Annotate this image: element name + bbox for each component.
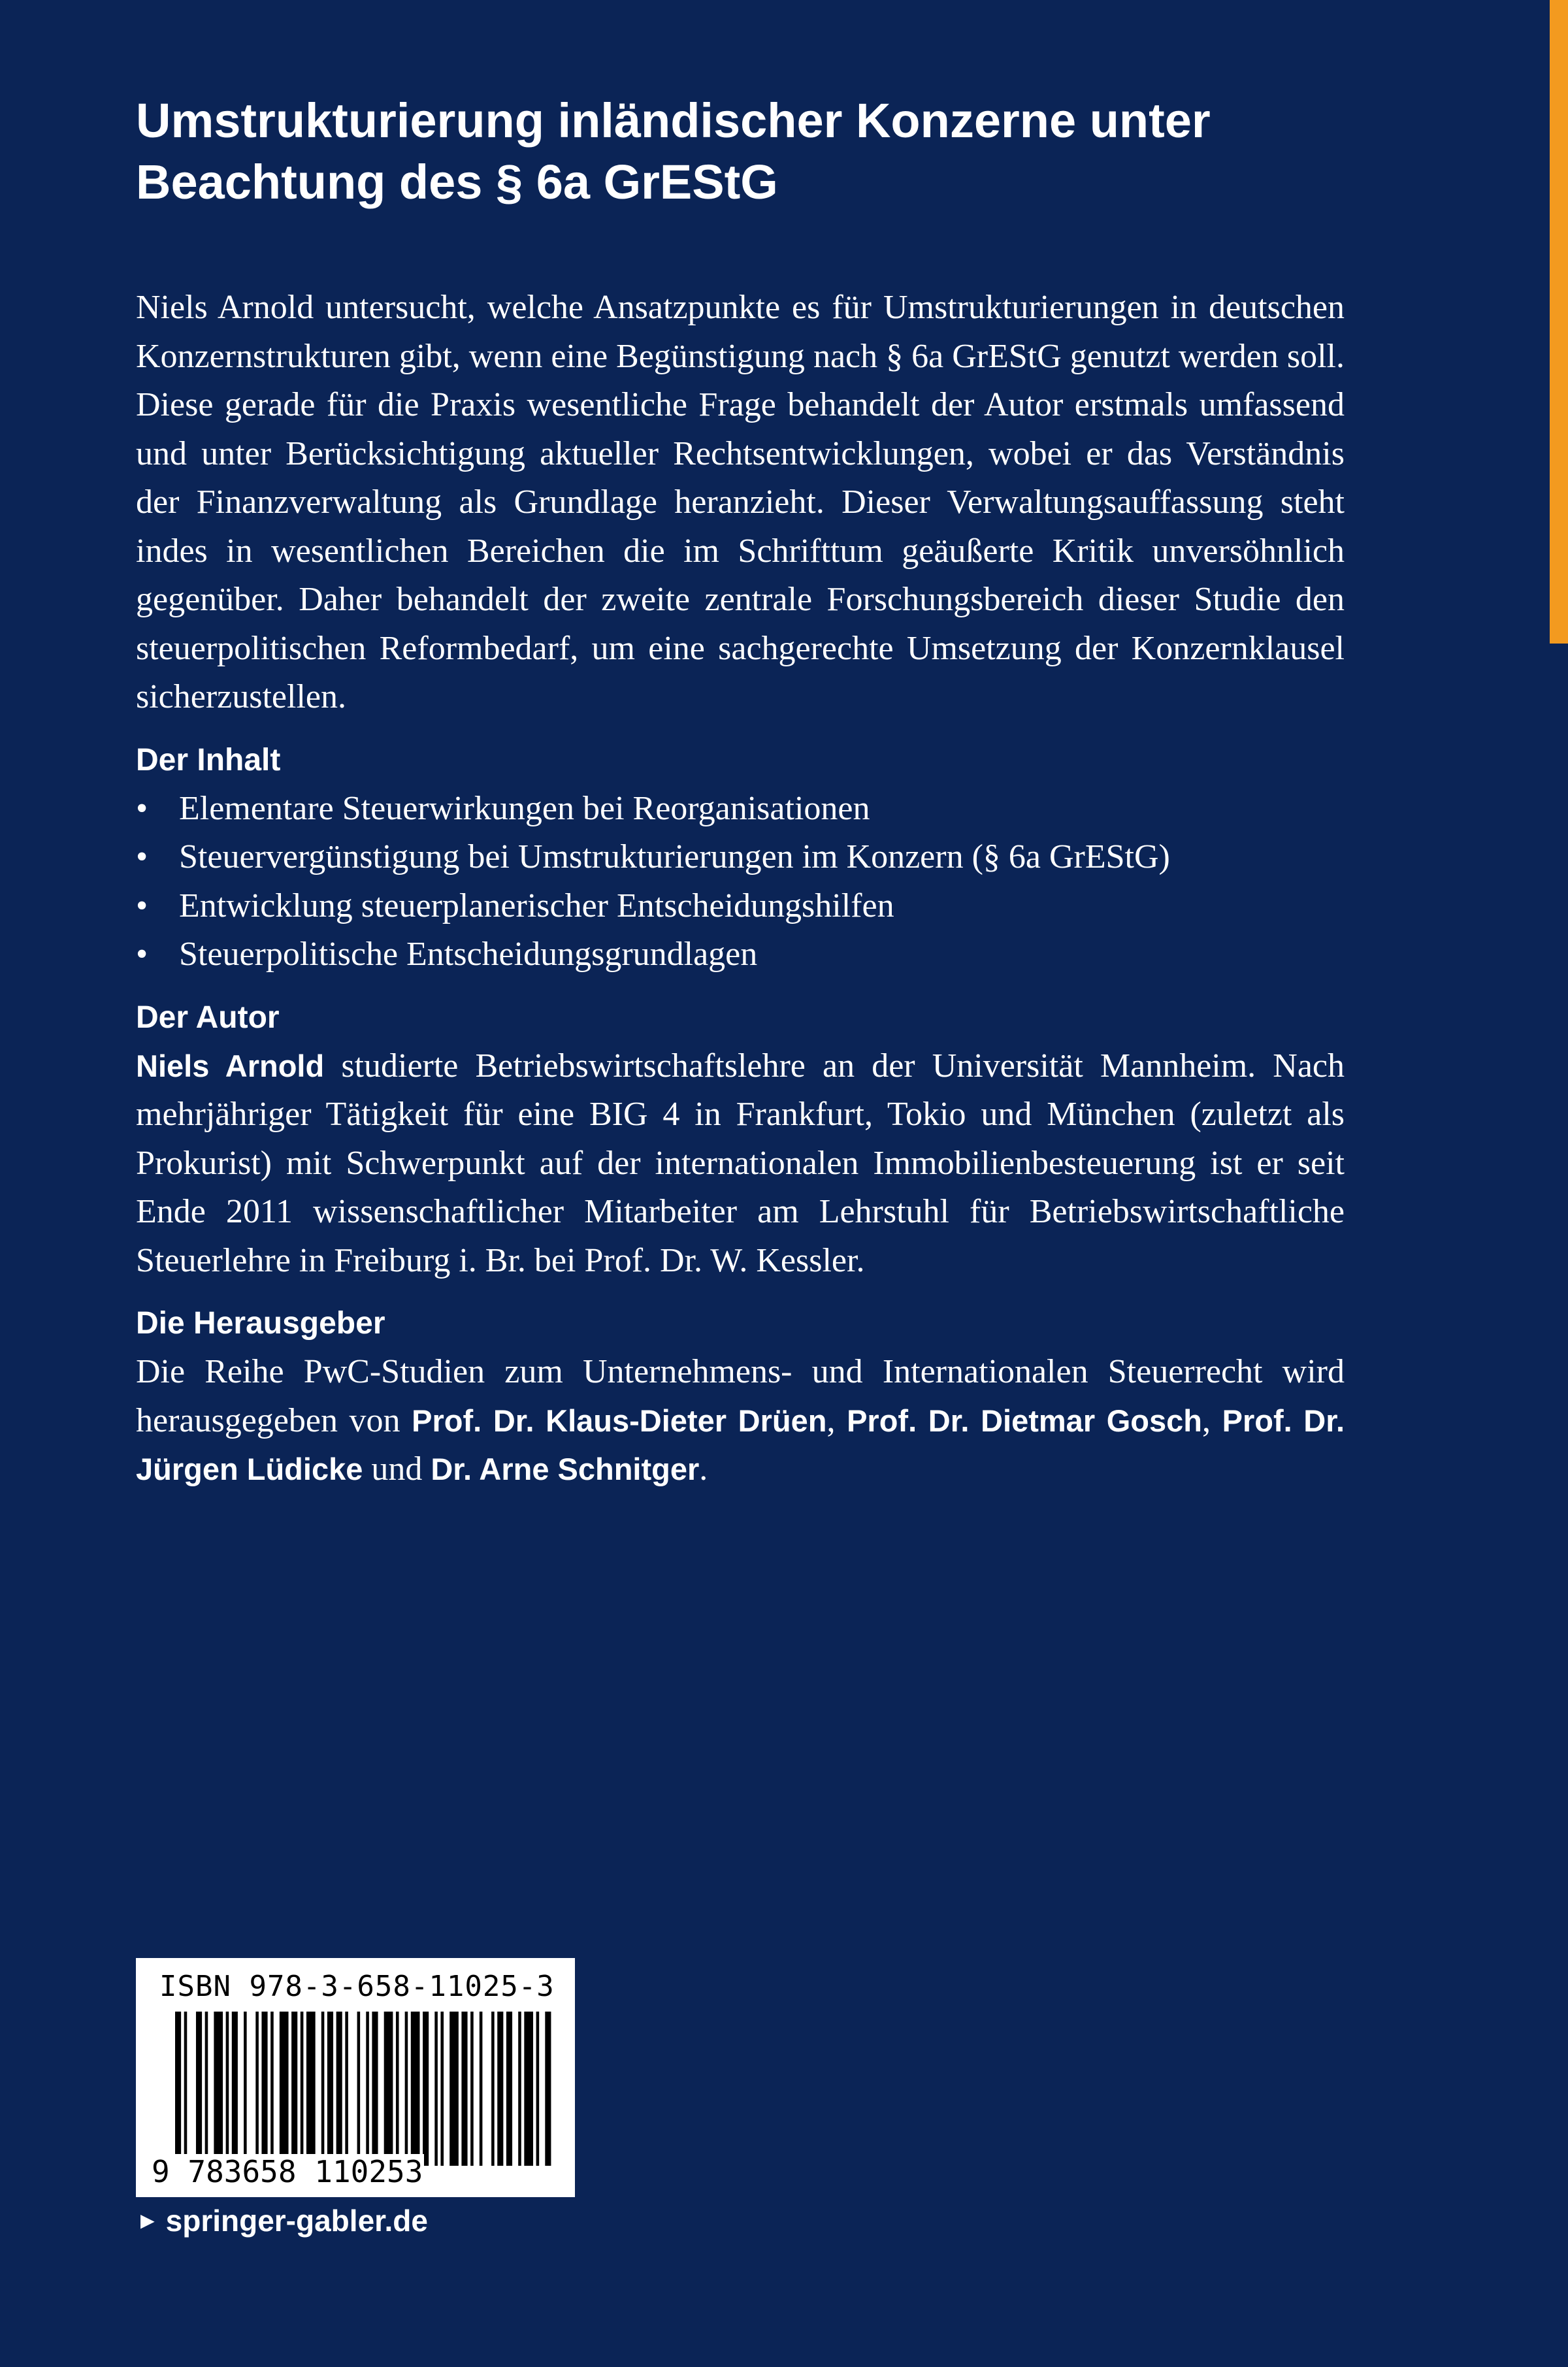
- autor-paragraph: [136, 1042, 1345, 1286]
- editor-name: Prof. Dr. Dietmar Gosch: [847, 1403, 1203, 1438]
- barcode-bar: [336, 2012, 342, 2166]
- autor-heading: Der Autor: [136, 1000, 280, 1035]
- bullet-icon: •: [136, 789, 148, 827]
- barcode-bar: [270, 2012, 274, 2166]
- barcode-bar: [405, 2012, 408, 2166]
- barcode-bar: [366, 2012, 369, 2166]
- barcode-bar: [506, 2012, 512, 2166]
- barcode-bar: [384, 2012, 393, 2166]
- barcode-bar: [396, 2012, 399, 2166]
- barcode-bar: [461, 2012, 467, 2166]
- barcode-bar: [280, 2012, 289, 2166]
- herausgeber-paragraph: Die Reihe PwC-Studien zum Unternehmens- und Internationalen Steuerrecht wird herausgegeben von Prof. Dr. Klaus-Dieter Drüen, Prof. Dr. Dietmar Gosch, Prof. Dr. Jürgen Lüdicke und Dr. Arne Schnitger.: [136, 1353, 1345, 1488]
- ean-digits: 9 783658 110253: [152, 2154, 423, 2189]
- play-arrow-icon: ►: [136, 2207, 159, 2234]
- title-line-1: Umstrukturierung inländischer Konzerne unter: [136, 93, 1211, 148]
- editor-name: Prof. Dr. Jürgen Lüdicke: [136, 1403, 1345, 1486]
- barcode-bar: [518, 2012, 521, 2166]
- barcode-bar: [196, 2012, 202, 2166]
- author-bio: studierte Betriebswirtschaftslehre an der Universität Mannheim. Nach mehrjähriger Tätigkeit für eine BIG 4 in Frankfurt, Tokio und München (zuletzt als Prokurist) mit Schwerpunkt auf der internationalen Immobilienbesteuerung ist er seit Ende 2011 wissenschaftlicher Mitarbeiter am Lehrstuhl für Betriebswirtschaftliche Steuerlehre in Freiburg i. Br. bei Prof. Dr. W. Kessler.: [136, 1047, 1345, 1279]
- barcode-bar: [497, 2012, 503, 2166]
- list-item: • Entwicklung steuerplanerischer Entscheidungshilfen: [136, 882, 1345, 931]
- barcode-bar: [536, 2012, 540, 2166]
- barcode-bar: [545, 2012, 551, 2166]
- inhalt-list: [136, 785, 1345, 979]
- barcode-bar: [175, 2012, 181, 2166]
- list-item: • Elementare Steuerwirkungen bei Reorganisationen: [136, 785, 1345, 834]
- barcode-bar: [440, 2012, 444, 2166]
- barcode-bar: [491, 2012, 495, 2166]
- isbn-barcode: [136, 1958, 575, 2197]
- barcode-bar: [411, 2012, 420, 2166]
- bullet-icon: •: [136, 887, 148, 924]
- barcode-bar: [357, 2012, 361, 2166]
- barcode-bar: [321, 2012, 325, 2166]
- barcode-bar: [345, 2012, 348, 2166]
- barcode-bar: [449, 2012, 459, 2166]
- barcode-bar: [291, 2012, 297, 2166]
- isbn-label: ISBN 978-3-658-11025-3: [159, 1970, 555, 2003]
- barcode-bar: [327, 2012, 333, 2166]
- barcode-bar: [261, 2012, 267, 2166]
- barcode-bar: [423, 2012, 429, 2166]
- inhalt-heading: Der Inhalt: [136, 742, 281, 777]
- barcode-bar: [301, 2012, 304, 2166]
- bullet-icon: •: [136, 838, 148, 875]
- list-item: • Steuervergünstigung bei Umstrukturierungen im Konzern (§ 6a GrEStG): [136, 833, 1345, 882]
- back-cover-content: [136, 90, 1345, 1494]
- bullet-icon: •: [136, 936, 148, 973]
- barcode-bar: [255, 2012, 259, 2166]
- website-link[interactable]: [136, 2203, 428, 2238]
- barcode-bar: [244, 2012, 247, 2166]
- barcode-bar: [306, 2012, 316, 2166]
- editor-name: Prof. Dr. Klaus-Dieter Drüen: [412, 1403, 827, 1438]
- list-item: • Steuerpolitische Entscheidungsgrundlagen: [136, 930, 1345, 979]
- intro-paragraph: Niels Arnold untersucht, welche Ansatzpunkte es für Umstrukturierungen in deutschen Konzernstrukturen gibt, wenn eine Begünstigung nach § 6a GrEStG genutzt werden soll. Diese gerade für die Praxis wesentliche Frage behandelt der Autor erstmals umfassend und unter Berücksichtigung aktueller Rechtsentwicklungen, wobei er das Verständnis der Finanzverwaltung als Grundlage heranzieht. Dieser Verwaltungsauffassung steht indes in wesentlichen Bereichen die im Schrifttum geäußerte Kritik unversöhnlich gegenüber. Daher behandelt der zweite zentrale Forschungsbereich dieser Studie den steuerpolitischen Reformbedarf, um eine sachgerechte Umsetzung der Konzernklausel sicherzustellen.: [136, 289, 1345, 715]
- orange-accent-bar: [1550, 0, 1568, 644]
- author-name: Niels Arnold: [136, 1048, 325, 1083]
- barcode-icon: [175, 2012, 554, 2166]
- barcode-bar: [524, 2012, 533, 2166]
- barcode-bar: [470, 2012, 474, 2166]
- barcode-bar: [184, 2012, 188, 2166]
- barcode-bar: [214, 2012, 223, 2166]
- barcode-bar: [480, 2012, 483, 2166]
- title-line-2: Beachtung des § 6a GrEStG: [136, 155, 778, 209]
- barcode-bar: [232, 2012, 238, 2166]
- book-title: [136, 90, 1345, 213]
- editor-name: Dr. Arne Schnitger: [431, 1452, 700, 1486]
- barcode-bar: [226, 2012, 229, 2166]
- barcode-bar: [205, 2012, 208, 2166]
- barcode-bar: [434, 2012, 438, 2166]
- barcode-bar: [372, 2012, 378, 2166]
- website-url: springer-gabler.de: [165, 2204, 428, 2238]
- herausgeber-heading: Die Herausgeber: [136, 1306, 385, 1341]
